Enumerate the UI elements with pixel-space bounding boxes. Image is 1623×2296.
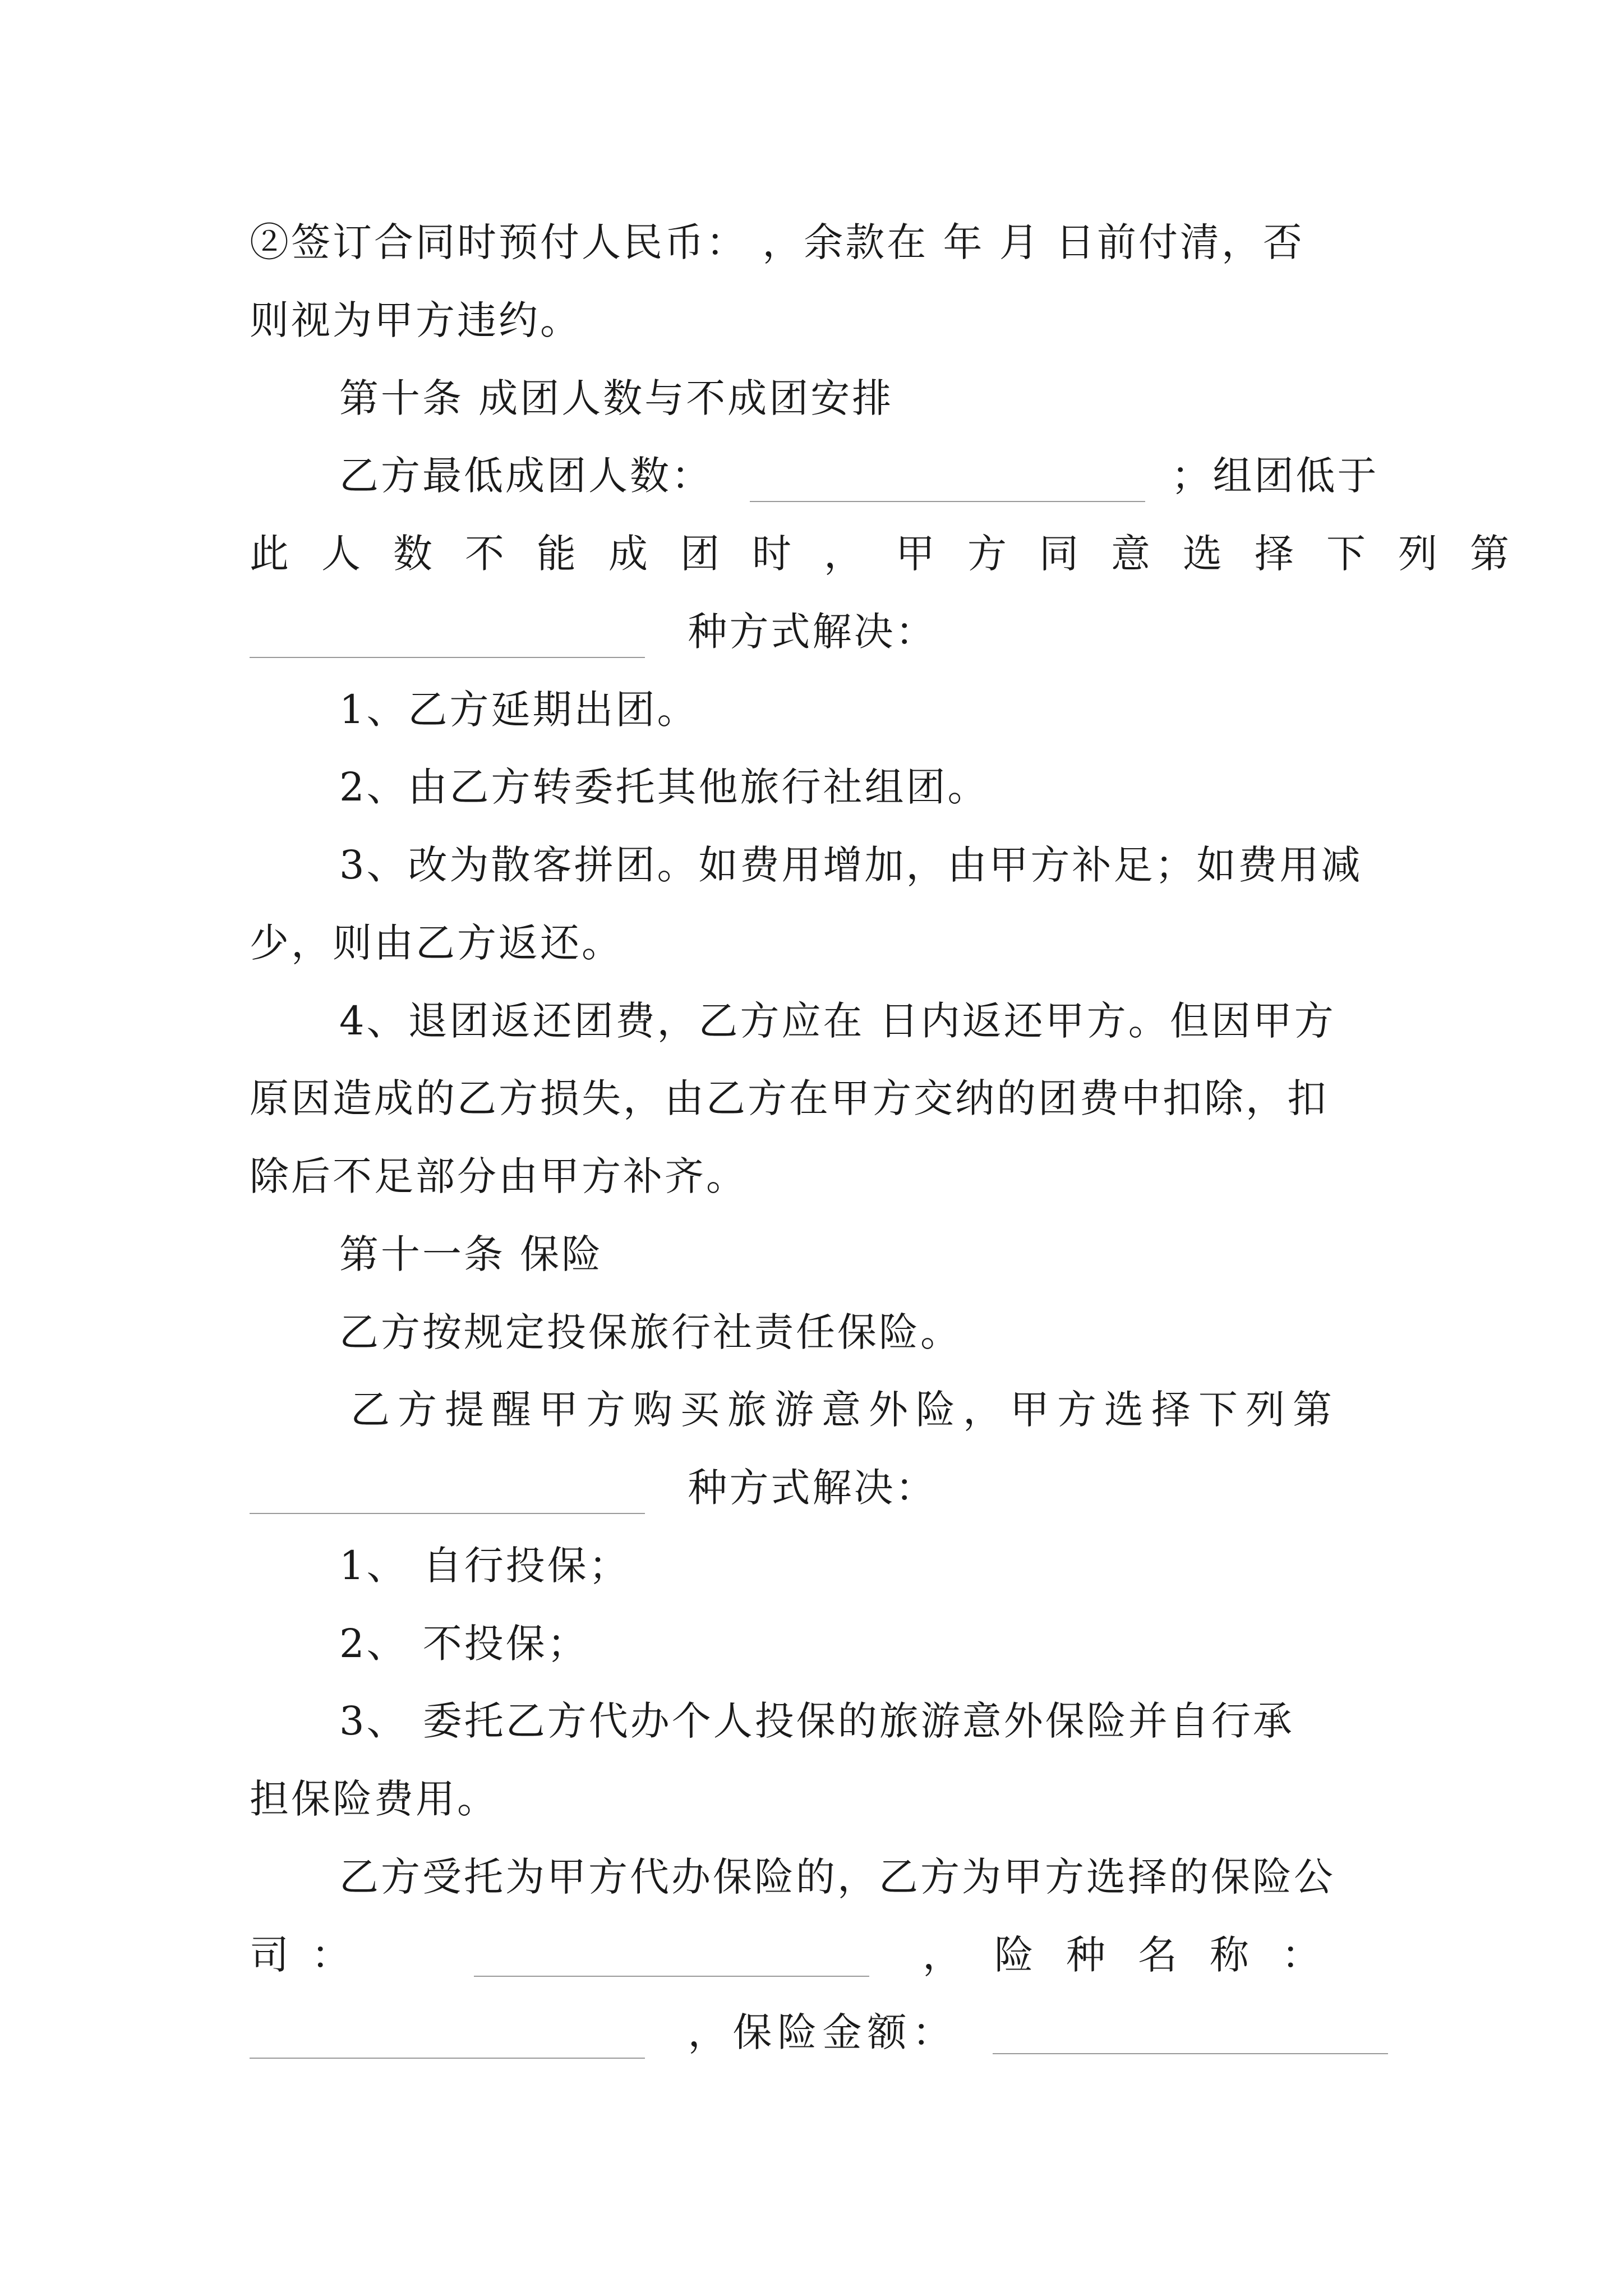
paragraph-text: 乙方最低成团人数： xyxy=(339,453,713,499)
min-group-size-blank[interactable] xyxy=(750,462,1145,502)
list-item-text: 4、退团返还团费，乙方应在 日内返还甲方。但因甲方 xyxy=(339,998,1336,1044)
text-line xyxy=(250,523,1542,585)
list-item-text: 1、乙方延期出团。 xyxy=(339,687,699,733)
text-line xyxy=(339,1301,1388,1363)
paragraph-text: ②签订合同时预付人民币： ，余款在 年 月 日前付清，否 xyxy=(250,219,1305,265)
list-item xyxy=(339,1535,1388,1596)
text-line xyxy=(250,912,1388,974)
list-item xyxy=(339,756,1388,818)
insurance-type-label: ，险种名称： xyxy=(923,1932,1353,1978)
text-line xyxy=(250,1457,1388,1519)
section-heading xyxy=(339,367,1388,429)
list-item xyxy=(339,679,1388,740)
list-item-text: 3、改为散客拼团。如费用增加，由甲方补足；如费用减 xyxy=(339,842,1363,888)
article-10-title: 第十条 成团人数与不成团安排 xyxy=(339,375,894,421)
section-heading xyxy=(339,1223,1388,1285)
insurer-label: 司： xyxy=(250,1932,373,1978)
list-item-text: 2、由乙方转委托其他旅行社组团。 xyxy=(339,764,989,810)
insurance-type-blank[interactable] xyxy=(250,2018,645,2059)
paragraph-text: 少，则由乙方返还。 xyxy=(250,920,623,966)
paragraph-text: 乙方提醒甲方购买旅游意外险，甲方选择下列第 xyxy=(351,1387,1340,1433)
text-line xyxy=(250,1768,1388,1830)
list-item xyxy=(339,990,1388,1052)
list-item-text: 2、 不投保； xyxy=(339,1621,589,1667)
text-line xyxy=(250,1068,1388,1129)
article-11-title: 第十一条 保险 xyxy=(339,1231,603,1277)
list-item-text: 1、 自行投保； xyxy=(339,1543,630,1589)
list-item xyxy=(339,834,1388,896)
paragraph-text: 担保险费用。 xyxy=(250,1776,499,1822)
text-line xyxy=(250,211,1388,273)
insurer-blank[interactable] xyxy=(474,1936,869,1977)
insurance-amount-label: ，保险金额： xyxy=(688,2009,957,2055)
text-line xyxy=(339,1846,1388,1908)
insurance-option-blank[interactable] xyxy=(250,1474,645,1514)
paragraph-text: 种方式解决： xyxy=(688,609,937,655)
option-choice-blank[interactable] xyxy=(250,618,645,658)
paragraph-text: 则视为甲方违约。 xyxy=(250,297,582,343)
text-line xyxy=(250,2001,1388,2063)
list-item xyxy=(339,1613,1388,1674)
text-line xyxy=(339,445,1388,507)
paragraph-text: 原因造成的乙方损失，由乙方在甲方交纳的团费中扣除，扣 xyxy=(250,1075,1329,1121)
paragraph-text: 乙方受托为甲方代办保险的，乙方为甲方选择的保险公 xyxy=(339,1854,1335,1900)
paragraph-text: 种方式解决： xyxy=(688,1465,937,1511)
text-line xyxy=(351,1379,1388,1441)
list-item xyxy=(339,1690,1388,1752)
paragraph-text: 此人数不能成团时，甲方同意选择下列第 xyxy=(250,531,1542,577)
text-line xyxy=(250,601,1388,662)
list-item-text: 3、 委托乙方代办个人投保的旅游意外保险并自行承 xyxy=(339,1698,1294,1744)
text-line xyxy=(250,1145,1388,1207)
paragraph-text: 乙方按规定投保旅行社责任保险。 xyxy=(339,1309,962,1355)
paragraph-text: ；组团低于 xyxy=(1171,453,1379,499)
text-line xyxy=(250,289,1388,351)
insurance-amount-blank[interactable] xyxy=(993,2014,1388,2054)
paragraph-text: 除后不足部分由甲方补齐。 xyxy=(250,1153,748,1199)
text-line xyxy=(250,1924,1388,1986)
